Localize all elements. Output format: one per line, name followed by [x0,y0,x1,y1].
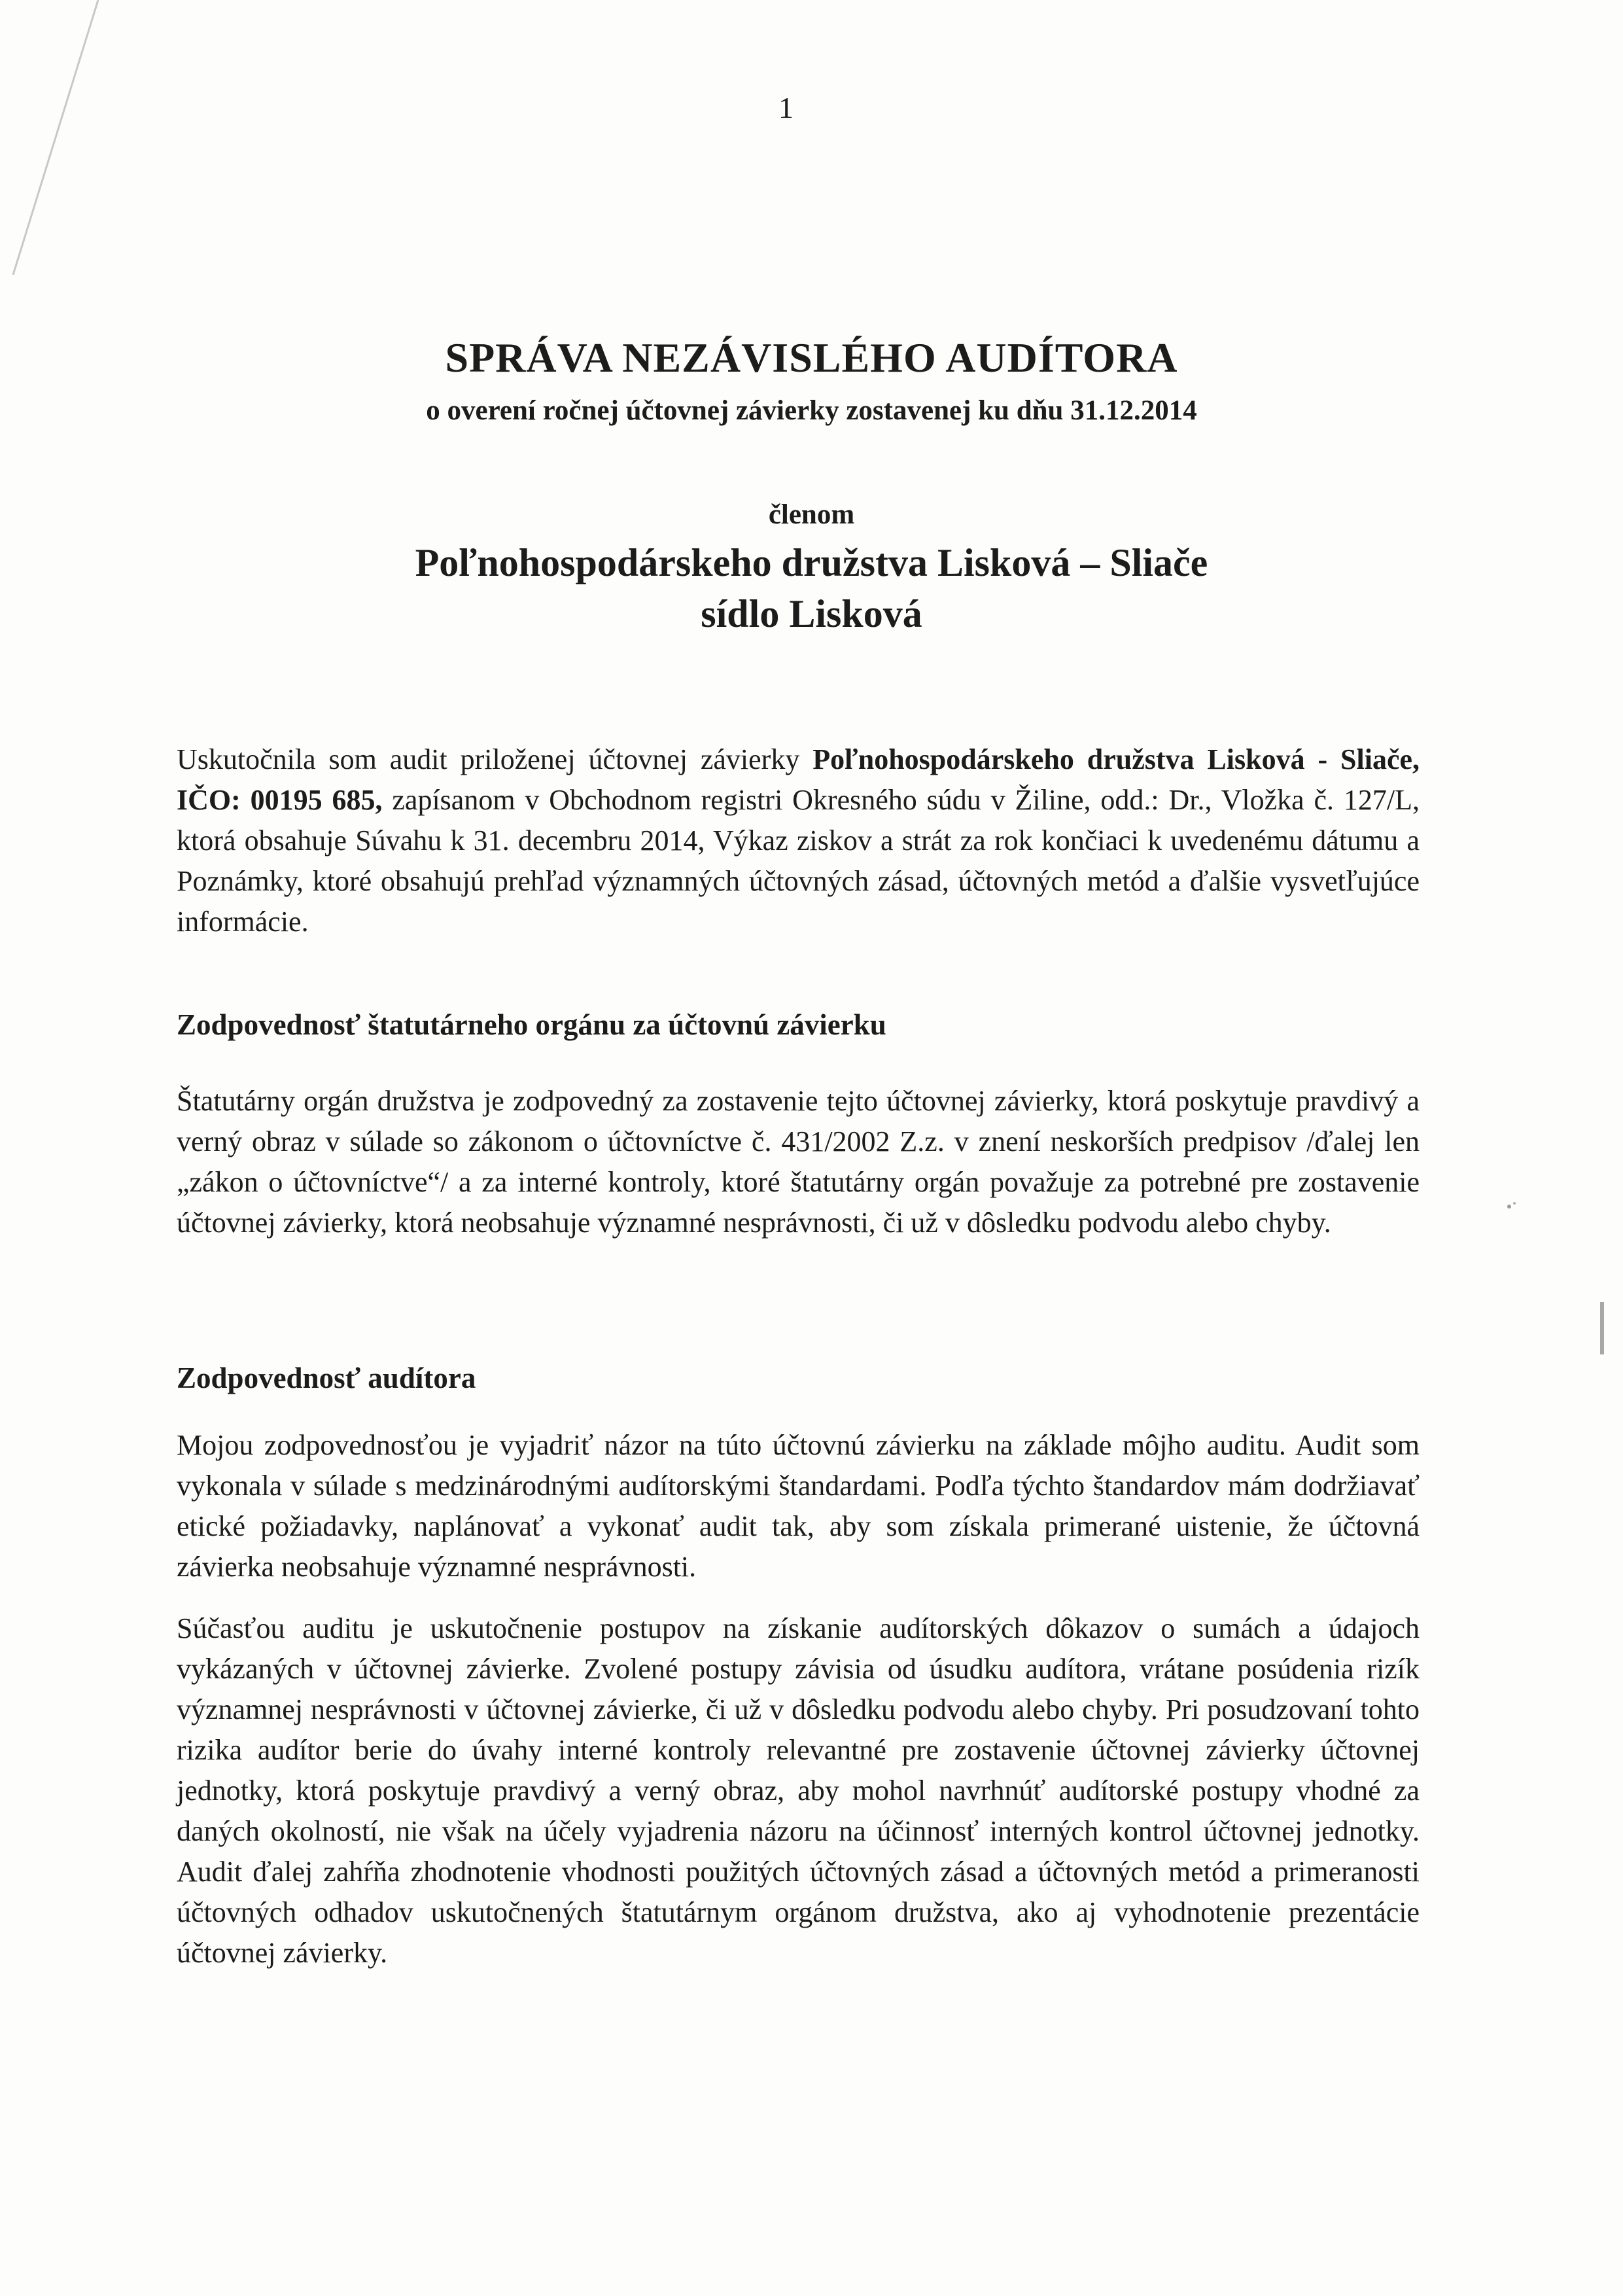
intro-entity-name: Poľnohospodárskeho družstva Lisková - Sliače, IČO: 00195 685, [177,743,1420,816]
auditor-paragraph-2: Súčasťou auditu je uskutočnenie postupov na získanie audítorských dôkazov o sumách a údajoch vykázaných v účtovnej závierke. Zvolené postupy závisia od úsudku audítora, vrátane posúdenia rizík významnej nesprávnosti v účtovnej závierke, či už v dôsledku podvodu alebo chyby. Pri posudzovaní tohto rizika audítor berie do úvahy interné kontroly relevantné pre zostavenie účtovnej závierky účtovnej jednotky, ktorá poskytuje pravdivý a verný obraz, aby mohol navrhnúť audítorské postupy vhodné za daných okolností, nie však na účely vyjadrenia názoru na účinnosť interných kontrol účtovnej jednotky. Audit ďalej zahŕňa zhodnotenie vhodnosti použitých účtovných zásad a účtovných metód a primeranosti účtovných odhadov uskutočnených štatutárnym orgánom družstva, ako aj vyhodnotenie prezentácie účtovnej závierky. [177,1612,1420,1969]
report-title: SPRÁVA NEZÁVISLÉHO AUDÍTORA [445,334,1178,381]
scan-speck [1501,1197,1521,1217]
report-subtitle: o overení ročnej účtovnej závierky zostavenej ku dňu 31.12.2014 [426,395,1197,426]
organization-seat: sídlo Lisková [701,592,922,635]
intro-paragraph [177,739,1420,942]
intro-text-after: zapísanom v Obchodnom registri Okresného súdu v Žiline, odd.: Dr., Vložka č. 127/L, ktorá obsahuje Súvahu k 31. decembru 2014, Výkaz ziskov a strát za rok končiaci k uvedenému dátumu a Poznámky, ktoré obsahujú prehľad významných účtovných zásad, účtovných metód a ďalšie vysvetľujúce informácie. [177,784,1420,938]
scan-edge-mark [1596,1302,1609,1354]
organization-name: Poľnohospodárskeho družstva Lisková – Sliače [415,541,1208,584]
scan-edge-artifact [0,0,170,275]
page-number: 1 [778,91,794,124]
addressee-label: členom [768,499,855,530]
statutory-responsibility-heading: Zodpovednosť štatutárneho orgánu za účtovnú závierku [177,1008,886,1041]
auditor-paragraph-1: Mojou zodpovednosťou je vyjadriť názor na túto účtovnú závierku na základe môjho auditu. Audit som vykonala v súlade s medzinárodnými audítorskými štandardami. Podľa týchto štandardov mám dodržiavať etické požiadavky, naplánovať a vykonať audit tak, aby som získala primerané uistenie, že účtovná závierka neobsahuje významné nesprávnosti. [177,1429,1420,1583]
statutory-responsibility-text: Štatutárny orgán družstva je zodpovedný za zostavenie tejto účtovnej závierky, ktorá poskytuje pravdivý a verný obraz v súlade so zákonom o účtovníctve č. 431/2002 Z.z. v znení neskorších predpisov /ďalej len „zákon o účtovníctve“/ a za interné kontroly, ktoré štatutárny orgán považuje za potrebné pre zostavenie účtovnej závierky, ktorá neobsahuje významné nesprávnosti, či už v dôsledku podvodu alebo chyby. [177,1085,1420,1239]
auditor-responsibility-heading: Zodpovednosť audítora [177,1362,476,1394]
intro-text-before: Uskutočnila som audit priloženej účtovnej závierky [177,743,813,775]
